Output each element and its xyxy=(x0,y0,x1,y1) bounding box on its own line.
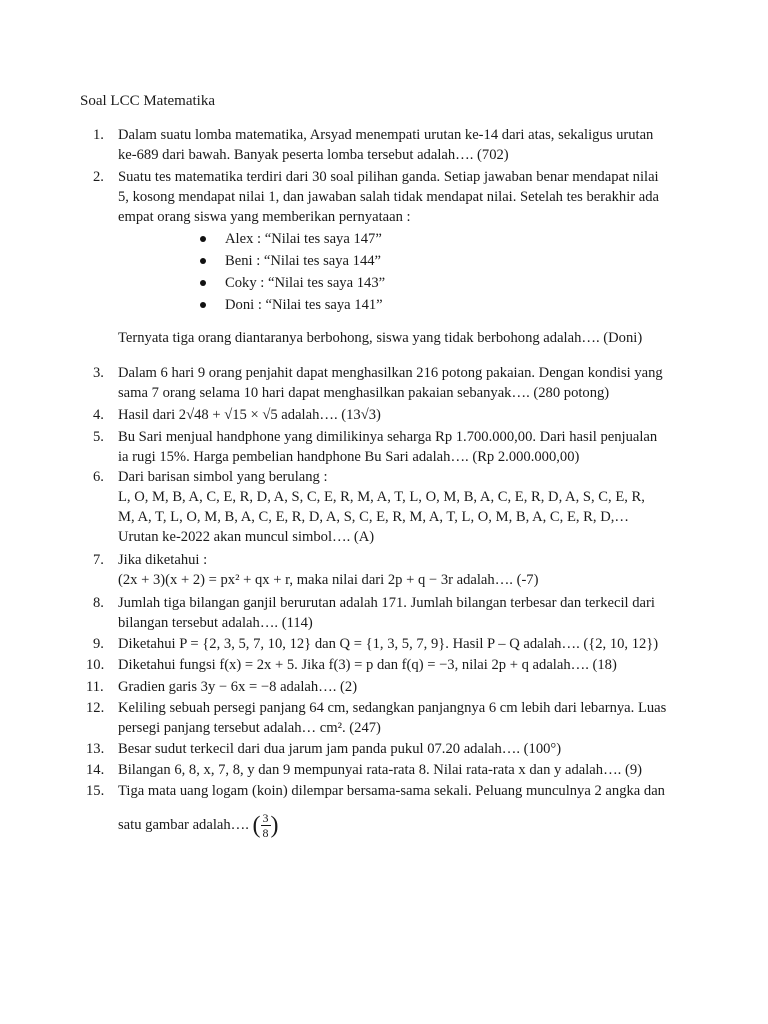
question-text-line: Urutan ke-2022 akan muncul simbol…. (A) xyxy=(118,529,375,545)
fraction-denominator: 8 xyxy=(262,826,269,840)
question-text-line: Hasil dari 2√48 + √15 × √5 adalah…. (13√3) xyxy=(118,407,381,423)
question-number: 11. xyxy=(86,679,104,695)
statement-item: Beni : “Nilai tes saya 144” xyxy=(200,253,381,273)
bullet-icon xyxy=(200,258,206,264)
question-text-line: Suatu tes matematika terdiri dari 30 soal pilihan ganda. Setiap jawaban benar mendapat nilai xyxy=(118,169,659,185)
question-text-line: Dari barisan simbol yang berulang : xyxy=(118,469,328,485)
statement-item: Coky : “Nilai tes saya 143” xyxy=(200,275,385,295)
question-text-line: empat orang siswa yang memberikan pernyataan : xyxy=(118,209,411,225)
question-text-line: Gradien garis 3y − 6x = −8 adalah…. (2) xyxy=(118,679,358,695)
fraction xyxy=(261,811,271,840)
question-text-line: Diketahui P = {2, 3, 5, 7, 10, 12} dan Q = {1, 3, 5, 7, 9}. Hasil P – Q adalah…. ({2, 10, 12}) xyxy=(118,636,659,652)
question-text-line: Dalam suatu lomba matematika, Arsyad menempati urutan ke-14 dari atas, sekaligus urutan xyxy=(118,127,654,143)
question-text-line: Jumlah tiga bilangan ganjil berurutan adalah 171. Jumlah bilangan terbesar dan terkecil dari xyxy=(118,595,655,611)
question-text-line: persegi panjang tersebut adalah… cm². (247) xyxy=(118,720,381,736)
question-text-line: (2x + 3)(x + 2) = px² + qx + r, maka nilai dari 2p + q − 3r adalah…. (-7) xyxy=(118,572,539,588)
question-number: 9. xyxy=(93,636,104,652)
question-number: 10. xyxy=(86,657,105,673)
question-text-line: ke-689 dari bawah. Banyak peserta lomba tersebut adalah…. (702) xyxy=(118,147,509,163)
question-text-line: Keliling sebuah persegi panjang 64 cm, sedangkan panjangnya 6 cm lebih dari lebarnya. Luas xyxy=(118,700,667,716)
question-text-line: bilangan tersebut adalah…. (114) xyxy=(118,615,313,631)
question-number: 2. xyxy=(93,169,104,185)
question-number: 7. xyxy=(93,552,104,568)
question-number: 13. xyxy=(86,741,105,757)
question-text-line: Dalam 6 hari 9 orang penjahit dapat menghasilkan 216 potong pakaian. Dengan kondisi yang xyxy=(118,365,663,381)
question-text-line: Bu Sari menjual handphone yang dimilikinya seharga Rp 1.700.000,00. Dari hasil penjualan xyxy=(118,429,658,445)
question-text-line: Jika diketahui : xyxy=(118,552,208,568)
question-number: 6. xyxy=(93,469,104,485)
question-text-line: Tiga mata uang logam (koin) dilempar bersama-sama sekali. Peluang munculnya 2 angka dan xyxy=(118,783,665,799)
question-number: 4. xyxy=(93,407,104,423)
question-2-closing: Ternyata tiga orang diantaranya berbohong, siswa yang tidak berbohong adalah…. (Doni) xyxy=(118,330,643,346)
bullet-icon xyxy=(200,302,206,308)
question-text-line: satu gambar adalah…. ( $\frac{3}{8}$ ) xyxy=(118,811,279,840)
fraction-numerator: 3 xyxy=(262,811,269,825)
bullet-icon xyxy=(200,280,206,286)
question-number: 14. xyxy=(86,762,105,778)
question-number: 5. xyxy=(93,429,104,445)
question-text-line: Diketahui fungsi f(x) = 2x + 5. Jika f(3) = p dan f(q) = −3, nilai 2p + q adalah…. (18) xyxy=(118,657,617,673)
question-text-line: ia rugi 15%. Harga pembelian handphone Bu Sari adalah…. (Rp 2.000.000,00) xyxy=(118,449,580,465)
question-text-line: Besar sudut terkecil dari dua jarum jam panda pukul 07.20 adalah…. (100°) xyxy=(118,741,562,757)
question-text-line: L, O, M, B, A, C, E, R, D, A, S, C, E, R, M, A, T, L, O, M, B, A, C, E, R, D, A, S, C, E, R, xyxy=(118,489,645,505)
statement-item: Doni : “Nilai tes saya 141” xyxy=(200,297,383,317)
question-number: 15. xyxy=(86,783,105,799)
question-text-line: M, A, T, L, O, M, B, A, C, E, R, D, A, S, C, E, R, M, A, T, L, O, M, B, A, C, E, R, D,… xyxy=(118,509,629,525)
question-text-line: Bilangan 6, 8, x, 7, 8, y dan 9 mempunyai rata-rata 8. Nilai rata-rata x dan y adalah…. (9) xyxy=(118,762,642,778)
document-title: Soal LCC Matematika xyxy=(80,93,215,109)
question-number: 3. xyxy=(93,365,104,381)
question-text-line: 5, kosong mendapat nilai 1, dan jawaban salah tidak mendapat nilai. Setelah tes berakhir ada xyxy=(118,189,660,205)
question-text-line: sama 7 orang selama 10 hari dapat menghasilkan pakaian sebanyak…. (280 potong) xyxy=(118,385,610,401)
question-number: 12. xyxy=(86,700,105,716)
question-number: 1. xyxy=(93,127,104,143)
bullet-icon xyxy=(200,236,206,242)
statement-item: Alex : “Nilai tes saya 147” xyxy=(200,231,382,251)
question-number: 8. xyxy=(93,595,104,611)
